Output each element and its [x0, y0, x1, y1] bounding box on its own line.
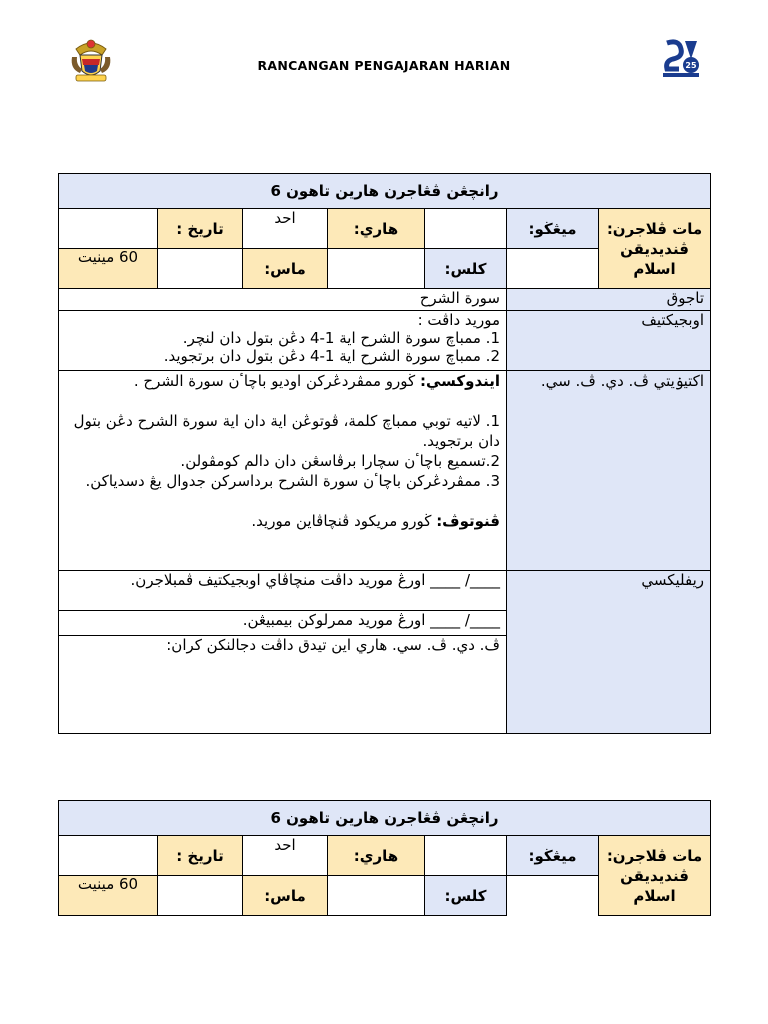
reflection-line-3[interactable]: ڤ. دي. ڤ. سي. هاري اين تيدق داڤت دجالنكن كران: — [59, 636, 507, 734]
closure-label: ڤنوتوڤ: — [436, 512, 500, 530]
date-label: تاريخ : — [158, 209, 243, 249]
reflection-line-2[interactable]: ____/ ____ اورڠ موريد ممرلوكن بيمبيڠن. — [59, 611, 507, 636]
topic-value[interactable]: سورة الشرح — [59, 289, 507, 311]
closure — [65, 511, 500, 531]
document-title: RANCANGAN PENGAJARAN HARIAN — [257, 58, 511, 73]
plan-title-2 — [59, 801, 711, 836]
activity-content[interactable] — [59, 371, 507, 571]
week-label: ميڠڬو: — [507, 209, 599, 249]
class-value-cell[interactable] — [328, 249, 425, 289]
topic-label: تاجوق — [507, 289, 711, 311]
day-value-2[interactable]: احد — [243, 836, 328, 876]
duration-2: 60 مينيت — [59, 876, 158, 916]
time-value-cell[interactable] — [158, 249, 243, 289]
plan-title-text: رانچڠن ڤڠاجرن هارين تاهون 6 — [270, 182, 499, 200]
lesson-plan-table-1 — [58, 173, 711, 734]
week-value-cell[interactable] — [425, 209, 507, 249]
objective-intro: موريد داڤت : — [417, 311, 500, 329]
objective-content[interactable] — [59, 311, 507, 371]
date-label-2: تاريخ : — [158, 836, 243, 876]
activity-label: اكتيۏيتي ڤ. دي. ڤ. سي. — [507, 371, 711, 571]
class-label-2: كلس: — [425, 876, 507, 916]
week-value-cell-2[interactable] — [425, 836, 507, 876]
closure-text: ڬورو مريكود ڤنچاڤاين موريد. — [251, 512, 437, 530]
day-label: هاري: — [328, 209, 425, 249]
subject-label: مات ڤلاجرن: ڤنديديقن اسلام — [599, 209, 711, 289]
class-value-cell-2[interactable] — [328, 876, 425, 916]
duration: 60 مينيت — [59, 249, 158, 289]
time-value-cell-2[interactable] — [158, 876, 243, 916]
date-value-cell[interactable] — [59, 209, 158, 249]
objective-item-2: 2. ممباچ سورة الشرح اية 1-4 دڠن بتول دان برتجويد. — [163, 347, 500, 365]
objective-label: اوبجيكتيف — [507, 311, 711, 371]
plan-title — [59, 174, 711, 209]
time-label: ماس: — [243, 249, 328, 289]
activity-item-3: 3. ممڤردڠركن باچاٴن سورة الشرح برداسركن جدوال يڠ دسدياكن. — [85, 472, 500, 490]
school-25-logo — [659, 35, 703, 79]
week-label-2: ميڠڬو: — [507, 836, 599, 876]
class-label: كلس: — [425, 249, 507, 289]
day-value[interactable]: احد — [243, 209, 328, 249]
reflection-label: ريفليكسي — [507, 571, 711, 734]
activity-item-1: 1. لاتيه توبي ممباچ كلمة، ڤوتوڠن اية دان اية سورة الشرح دڠن بتول دان برتجويد. — [73, 412, 500, 450]
induction-label: ايندوكسي: — [419, 372, 500, 390]
page-header — [0, 0, 768, 110]
activity-item-2: 2.تسميع باچاٴن سچارا برڤاسڠن دان دالم كومڤولن. — [180, 452, 500, 470]
plan-title-text-2: رانچڠن ڤڠاجرن هارين تاهون 6 — [270, 809, 499, 827]
objective-item-1: 1. ممباچ سورة الشرح اية 1-4 دڠن بتول دان لنچر. — [182, 329, 500, 347]
svg-text:25: 25 — [685, 61, 697, 70]
lesson-plan-table-2 — [58, 800, 711, 916]
induction — [65, 371, 500, 391]
day-label-2: هاري: — [328, 836, 425, 876]
subject-label-2: مات ڤلاجرن: ڤنديديقن اسلام — [599, 836, 711, 916]
date-value-cell-2[interactable] — [59, 836, 158, 876]
time-label-2: ماس: — [243, 876, 328, 916]
reflection-line-1[interactable]: ____/ ____ اورڠ موريد داڤت منچاڤاي اوبجيكتيف ڤمبلاجرن. — [59, 571, 507, 611]
induction-text: ڬورو ممڤردڠركن اوديو باچاٴن سورة الشرح . — [133, 372, 420, 390]
